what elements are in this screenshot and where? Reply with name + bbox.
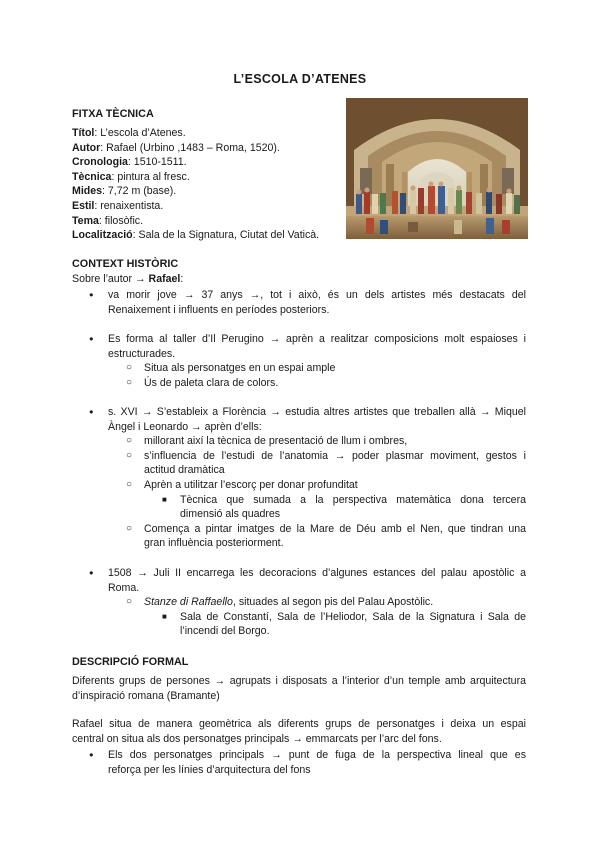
fitxa-value: : renaixentista. bbox=[94, 199, 164, 212]
fitxa-value: : 7,72 m (base). bbox=[102, 185, 177, 198]
sub-bullet: ○ Comença a pintar imatges de la Mare de Déu amb el Nen, que tindran una bbox=[144, 522, 526, 537]
bullet-death bbox=[108, 288, 526, 317]
school-of-athens-image bbox=[346, 98, 528, 239]
sub-sub-bullet-cont: l’incendi del Borgo. bbox=[180, 625, 270, 638]
context-historic-heading: CONTEXT HISTÒRIC bbox=[72, 258, 179, 270]
fitxa-value: : L’escola d’Atenes. bbox=[94, 127, 186, 139]
fitxa-row-titol bbox=[72, 126, 342, 141]
intro-author: Rafael bbox=[148, 273, 181, 285]
bullet-main-characters bbox=[108, 748, 526, 777]
stanze-italic: Stanze di Raffaello bbox=[144, 596, 233, 609]
fitxa-value: : Rafael (Urbino ,1483 – Roma, 1520). bbox=[100, 141, 280, 154]
fitxa-value: : 1510-1511. bbox=[127, 156, 187, 169]
bullet-line: ● Els dos personatges principals → punt de fuga de la perspectiva lineal que es bbox=[108, 748, 526, 763]
descripcio-paragraph-2 bbox=[72, 717, 526, 746]
fitxa-label: Estil bbox=[72, 199, 95, 212]
sub-bullet-cont: gran influència posteriorment. bbox=[144, 537, 284, 550]
fitxa-row-mides bbox=[72, 184, 342, 199]
fitxa-label: Localització bbox=[72, 229, 133, 242]
fitxa-tecnica-list bbox=[72, 126, 342, 243]
paragraph-line: Rafael situa de manera geomètrica als diferents grups de personatges i deixa un espai bbox=[72, 718, 526, 730]
intro-suffix: : bbox=[180, 273, 184, 285]
fitxa-label: Cronologia bbox=[72, 156, 128, 169]
sub-sub-bullet: ■ Tècnica que sumada a la perspectiva matemàtica dona tercera bbox=[180, 493, 526, 508]
paragraph-line: d’inspiració romana (Bramante) bbox=[72, 689, 220, 702]
fitxa-row-tecnica bbox=[72, 170, 342, 185]
sub-bullet: ○ Aprèn a utilitzar l’escorç per donar profunditat bbox=[144, 478, 526, 493]
sub-bullet bbox=[144, 595, 526, 610]
fitxa-label: Tècnica bbox=[72, 170, 112, 183]
descripcio-formal-heading: DESCRIPCIÓ FORMAL bbox=[72, 656, 189, 668]
bullet-line: Renaixement i influents en períodes posteriors. bbox=[108, 303, 330, 316]
bullet-line: ● va morir jove → 37 anys →, tot i això, és un dels artistes més destacats del bbox=[108, 288, 526, 303]
sub-sub-bullet-cont: dimensió als quadres bbox=[180, 508, 281, 521]
bullet-juli-ii bbox=[108, 566, 526, 639]
bullet-perugino bbox=[108, 332, 526, 390]
fitxa-value: : Sala de la Signatura, Ciutat del Vaticà. bbox=[132, 229, 320, 242]
descripcio-paragraph-1 bbox=[72, 674, 526, 703]
sub-bullet: ○ Situa als personatges en un espai ample bbox=[144, 361, 526, 376]
sub-bullet-cont: actitud dramàtica bbox=[144, 464, 225, 477]
bullet-line: estructurades. bbox=[108, 347, 176, 360]
bullet-line: reforça per les línies d’arquitectura del fons bbox=[108, 763, 311, 776]
bullet-line: ● 1508 → Juli II encarrega les decoracions d’algunes estances del palau apostòlic a bbox=[108, 566, 526, 581]
fitxa-label: Autor bbox=[72, 141, 101, 154]
fitxa-row-estil bbox=[72, 199, 342, 214]
paragraph-line: central on situa als dos personatges principals → emmarcats per l’arc del fons. bbox=[72, 732, 442, 745]
fitxa-row-autor bbox=[72, 141, 342, 156]
bullet-florencia bbox=[108, 405, 526, 551]
fitxa-value: : pintura al fresc. bbox=[111, 170, 190, 183]
context-intro bbox=[72, 272, 183, 287]
sub-bullet: ○ Ús de paleta clara de colors. bbox=[144, 376, 526, 391]
fitxa-label: Mides bbox=[72, 185, 103, 198]
sub-sub-bullet: ■ Sala de Constantí, Sala de l’Heliodor, Sala de la Signatura i Sala de bbox=[180, 610, 526, 625]
stanze-rest: , situades al segon pis del Palau Apostòlic. bbox=[232, 596, 434, 609]
bullet-line: ● s. XVI → S’estableix a Florència → estudia altres artistes que treballen allà → Miquel bbox=[108, 405, 526, 420]
paragraph-line: Diferents grups de persones → agrupats i disposats a l’interior d’un temple amb arquitectura bbox=[72, 675, 526, 687]
bullet-line: Àngel i Leonardo → aprèn d’ells: bbox=[108, 420, 262, 433]
fitxa-label: Tema bbox=[72, 214, 99, 227]
intro-prefix: Sobre l’autor → bbox=[72, 273, 149, 285]
fitxa-label: Títol bbox=[72, 127, 95, 139]
bullet-line: ● Es forma al taller d’Il Perugino → aprèn a realitzar composicions molt espaioses i bbox=[108, 332, 526, 347]
bullet-line: Roma. bbox=[108, 581, 140, 594]
fitxa-row-tema bbox=[72, 214, 342, 229]
page-title: L’ESCOLA D’ATENES bbox=[233, 72, 367, 86]
fitxa-row-localitzacio bbox=[72, 228, 342, 243]
fitxa-row-cronologia bbox=[72, 155, 342, 170]
sub-bullet: ○ millorant així la tècnica de presentació de llum i ombres, bbox=[144, 434, 526, 449]
fitxa-tecnica-heading: FITXA TÈCNICA bbox=[72, 108, 154, 120]
sub-bullet: ○ s’influencia de l’estudi de l’anatomia → poder plasmar moviment, gestos i bbox=[144, 449, 526, 464]
fitxa-value: : filosòfic. bbox=[98, 214, 144, 227]
